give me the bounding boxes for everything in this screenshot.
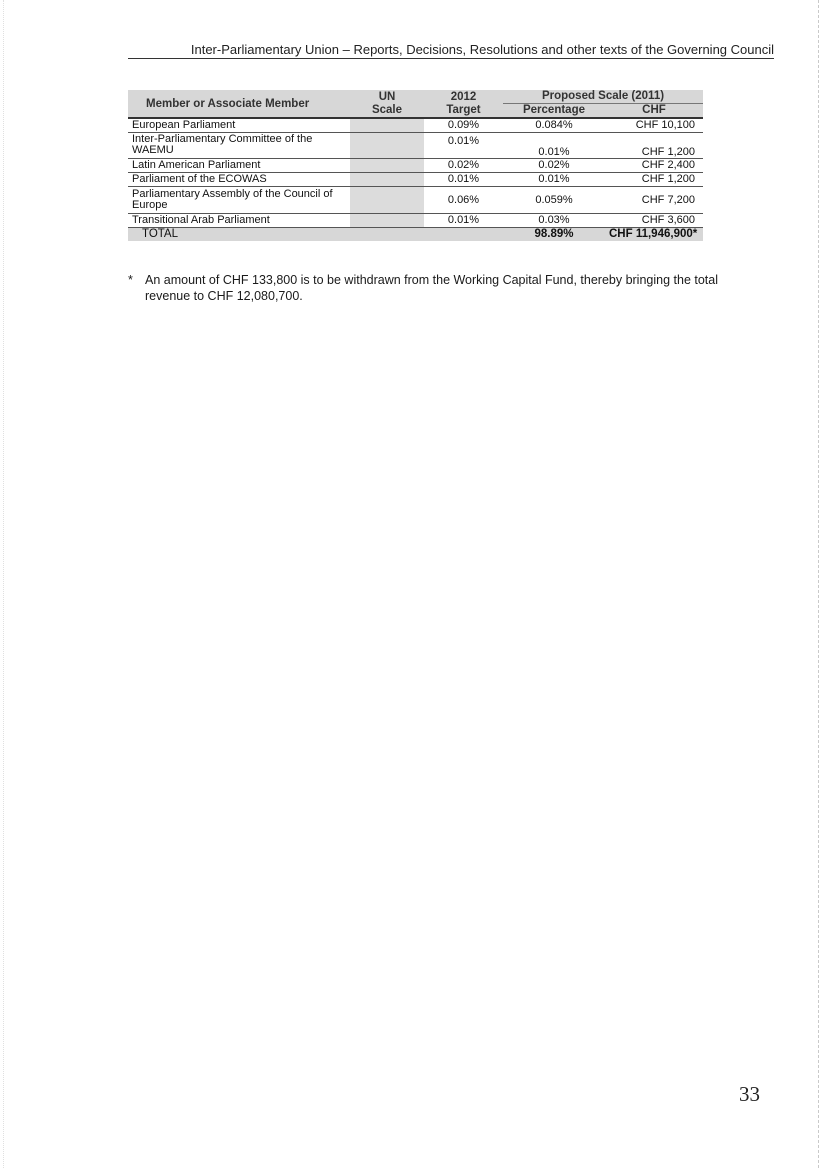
target-cell: 0.09% bbox=[424, 118, 503, 132]
page-edge-left bbox=[3, 0, 5, 1168]
footnote-marker: * bbox=[128, 273, 133, 287]
total-target-cell bbox=[424, 227, 503, 241]
table-row bbox=[128, 213, 703, 227]
proposed-scale-header: Proposed Scale (2011) bbox=[503, 90, 703, 103]
table-row bbox=[128, 158, 703, 172]
chf-column-header: CHF bbox=[605, 103, 703, 118]
table-row bbox=[128, 172, 703, 186]
un-scale-cell bbox=[350, 172, 424, 186]
un-scale-cell bbox=[350, 118, 424, 132]
total-un-scale-cell bbox=[350, 227, 424, 241]
member-name: Parliament of the ECOWAS bbox=[128, 172, 350, 186]
table-row bbox=[128, 132, 703, 158]
target-cell: 0.06% bbox=[424, 186, 503, 213]
chf-cell: CHF 2,400 bbox=[605, 158, 703, 172]
chf-cell: CHF 3,600 bbox=[605, 213, 703, 227]
page-number: 33 bbox=[739, 1082, 760, 1106]
running-header: Inter-Parliamentary Union – Reports, Decisions, Resolutions and other texts of the Governing Council bbox=[190, 42, 774, 57]
un-scale-cell bbox=[350, 158, 424, 172]
target-header-line1: 2012 bbox=[424, 90, 503, 103]
target-cell: 0.01% bbox=[424, 132, 503, 158]
percentage-cell: 0.02% bbox=[503, 158, 605, 172]
scale-table bbox=[128, 90, 703, 241]
chf-cell: CHF 1,200 bbox=[605, 132, 703, 158]
percentage-column-header: Percentage bbox=[503, 103, 605, 118]
percentage-cell: 0.059% bbox=[503, 186, 605, 213]
chf-cell: CHF 7,200 bbox=[605, 186, 703, 213]
target-cell: 0.01% bbox=[424, 172, 503, 186]
member-name: Transitional Arab Parliament bbox=[128, 213, 350, 227]
table-row bbox=[128, 186, 703, 213]
percentage-cell: 0.084% bbox=[503, 118, 605, 132]
chf-cell: CHF 10,100 bbox=[605, 118, 703, 132]
un-scale-cell bbox=[350, 186, 424, 213]
table-row bbox=[128, 118, 703, 132]
total-row bbox=[128, 227, 703, 241]
table-header-row-1 bbox=[128, 90, 703, 103]
header-rule bbox=[128, 58, 774, 59]
member-column-header: Member or Associate Member bbox=[128, 90, 350, 118]
target-cell: 0.02% bbox=[424, 158, 503, 172]
member-name: Inter-Parliamentary Committee of the WAEMU bbox=[128, 132, 350, 158]
member-name: Latin American Parliament bbox=[128, 158, 350, 172]
member-name: European Parliament bbox=[128, 118, 350, 132]
page-edge-right bbox=[818, 0, 820, 1168]
percentage-cell: 0.01% bbox=[503, 172, 605, 186]
footnote-text: An amount of CHF 133,800 is to be withdrawn from the Working Capital Fund, thereby bringing the total revenue to CHF 12,080,700. bbox=[145, 273, 718, 303]
total-percentage: 98.89% bbox=[503, 227, 605, 241]
percentage-cell: 0.03% bbox=[503, 213, 605, 227]
un-scale-cell bbox=[350, 213, 424, 227]
chf-cell: CHF 1,200 bbox=[605, 172, 703, 186]
member-name: Parliamentary Assembly of the Council of Europe bbox=[128, 186, 350, 213]
total-chf: CHF 11,946,900* bbox=[605, 227, 703, 241]
percentage-cell: 0.01% bbox=[503, 132, 605, 158]
un-scale-cell bbox=[350, 132, 424, 158]
un-scale-header-line1: UN bbox=[350, 90, 424, 103]
target-header-line2: Target bbox=[424, 103, 503, 118]
un-scale-header-line2: Scale bbox=[350, 103, 424, 118]
target-cell: 0.01% bbox=[424, 213, 503, 227]
total-label: TOTAL bbox=[128, 227, 350, 241]
